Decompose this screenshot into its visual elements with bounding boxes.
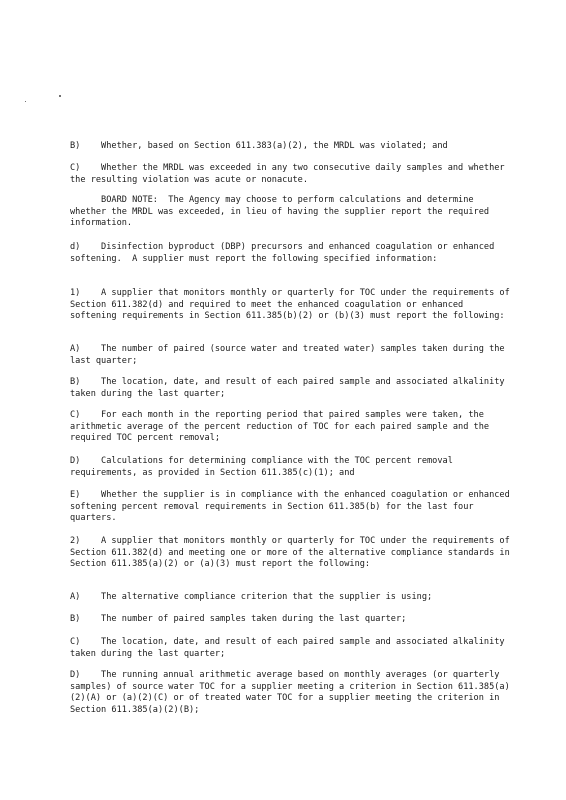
board-note: BOARD NOTE: The Agency may choose to perform calculations and determine whether the MRDL was exceeded, in lieu of having the supplier report the required information.: [70, 195, 495, 229]
paragraph-d: d) Disinfection byproduct (DBP) precursors and enhanced coagulation or enhanced softening. A supplier must report the following specified information:: [70, 242, 500, 264]
paragraph-d-1-b: B) The location, date, and result of each paired sample and associated alkalinity taken during the last quarter;: [70, 377, 510, 399]
paragraph-d-1-c: C) For each month in the reporting period that paired samples were taken, the arithmetic average of the percent reduction of TOC for each paired sample and the required TOC percent removal;: [70, 410, 495, 444]
paragraph-d-2: 2) A supplier that monitors monthly or quarterly for TOC under the requirements of Section 611.382(d) and meeting one or more of the alternative compliance standards in Section 611.385(a)(2) or (a)(3) must report the following:: [70, 536, 515, 570]
paragraph-d-1-e: E) Whether the supplier is in compliance with the enhanced coagulation or enhanced softening percent removal requirements in Section 611.385(b) for the last four quarters.: [70, 490, 515, 524]
paragraph-d-1-d: D) Calculations for determining compliance with the TOC percent removal requirements, as provided in Section 611.385(c)(1); and: [70, 456, 459, 478]
scan-speck: [59, 95, 61, 97]
paragraph-c: C) Whether the MRDL was exceeded in any two consecutive daily samples and whether the resulting violation was acute or nonacute.: [70, 163, 510, 185]
paragraph-b: B) Whether, based on Section 611.383(a)(2), the MRDL was violated; and: [70, 141, 448, 151]
paragraph-d-1-a: A) The number of paired (source water and treated water) samples taken during the last quarter;: [70, 344, 510, 366]
paragraph-d-2-d: D) The running annual arithmetic average based on monthly averages (or quarterly samples) of source water TOC for a supplier meeting a criterion in Section 611.385(a)(2)(A) or (a)(2)(C) or of treated water TOC for a supplier meeting the criterion in Section 611.385(a)(2)(B);: [70, 670, 510, 715]
paragraph-d-2-c: C) The location, date, and result of each paired sample and associated alkalinity taken during the last quarter;: [70, 637, 510, 659]
paragraph-d-2-b: B) The number of paired samples taken during the last quarter;: [70, 614, 407, 624]
scan-speck: [25, 101, 26, 102]
paragraph-d-1: 1) A supplier that monitors monthly or quarterly for TOC under the requirements of Section 611.382(d) and required to meet the enhanced coagulation or enhanced softening requirements in Section 611.385(b)(2) or (b)(3) must report the following:: [70, 288, 515, 322]
paragraph-d-2-a: A) The alternative compliance criterion that the supplier is using;: [70, 592, 433, 602]
